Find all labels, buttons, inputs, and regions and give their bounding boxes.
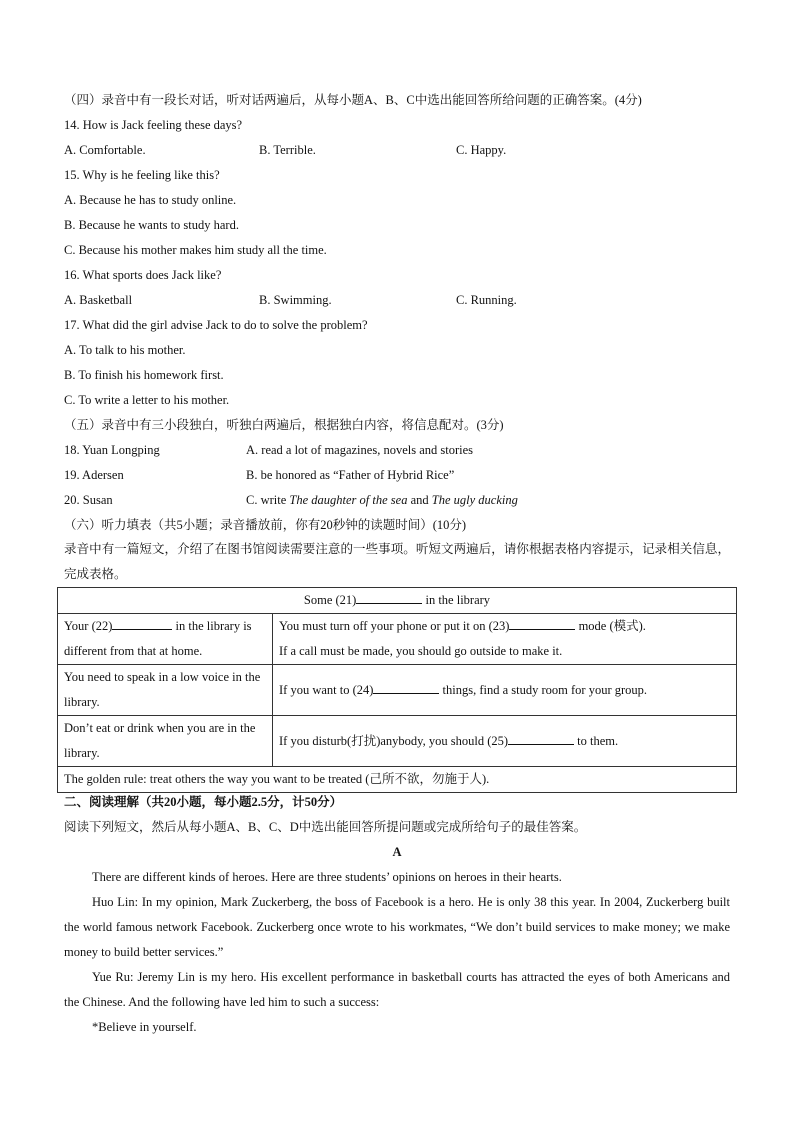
table-title-post: in the library xyxy=(422,593,491,607)
r1-right-post: mode (模式). xyxy=(575,619,646,633)
table-title-pre: Some (21) xyxy=(303,593,357,607)
q15-option-b: B. Because he wants to study hard. xyxy=(64,218,239,232)
match-right-c-prefix: C. write xyxy=(246,493,290,507)
table-cell-r1-left xyxy=(58,614,273,665)
table-cell-r2-left: You need to speak in a low voice in the library. xyxy=(58,665,273,716)
q14-option-b: B. Terrible. xyxy=(259,143,316,157)
part2-heading: 二、阅读理解（共20小题，每小题2.5分，计50分） xyxy=(64,795,343,809)
match-right-c-mid: and xyxy=(407,493,432,507)
q14-option-c: C. Happy. xyxy=(456,143,507,157)
match-right-a: A. read a lot of magazines, novels and stories xyxy=(246,443,474,457)
blank-24[interactable] xyxy=(373,681,439,694)
q17-option-b: B. To finish his homework first. xyxy=(64,368,224,382)
table-footer-cell: The golden rule: treat others the way you want to be treated (己所不欲，勿施于人). xyxy=(58,767,737,793)
r2-right-pre: If you want to (24) xyxy=(279,682,374,697)
r1-left-pre: Your (22) xyxy=(64,619,113,633)
blank-22[interactable] xyxy=(112,617,172,630)
q16-option-b: B. Swimming. xyxy=(259,293,332,307)
blank-23[interactable] xyxy=(509,617,575,630)
match-left-20: 20. Susan xyxy=(64,493,113,507)
table-cell-r3-right xyxy=(273,716,737,767)
section6-heading: （六）听力填表（共5小题；录音播放前，你有20秒钟的读题时间）(10分) xyxy=(64,518,467,532)
table-cell-r1-right xyxy=(273,614,737,665)
passage-label: A xyxy=(392,845,402,859)
table-title-cell xyxy=(58,588,737,614)
blank-25[interactable] xyxy=(508,732,574,745)
passage-paragraph-3: Yue Ru: Jeremy Lin is my hero. His excellent performance in basketball courts has attracted the eyes of both Americans and the Chinese. And the following have led him to such a success: xyxy=(64,970,730,1009)
r2-right-post: things, find a study room for your group. xyxy=(439,682,648,697)
r3-right-pre: If you disturb(打扰)anybody, you should (25) xyxy=(279,733,509,748)
match-right-c xyxy=(246,492,518,508)
match-left-19: 19. Adersen xyxy=(64,468,124,482)
section4-heading: （四）录音中有一段长对话，听对话两遍后，从每小题A、B、C中选出能回答所给问题的正确答案。(4分) xyxy=(64,93,642,107)
r1-right-pre: You must turn off your phone or put it on (23) xyxy=(279,619,510,633)
q14-option-a: A. Comfortable. xyxy=(64,143,146,157)
table-row xyxy=(58,614,737,665)
q16-option-c: C. Running. xyxy=(456,293,517,307)
question-17: 17. What did the girl advise Jack to do to solve the problem? xyxy=(64,318,368,332)
match-right-b: B. be honored as “Father of Hybrid Rice” xyxy=(246,468,455,482)
book-title-2: The ugly ducking xyxy=(431,493,518,507)
table-row xyxy=(58,588,737,614)
q16-option-a: A. Basketball xyxy=(64,293,133,307)
question-16: 16. What sports does Jack like? xyxy=(64,268,222,282)
table-row xyxy=(58,767,737,793)
section6-intro: 录音中有一篇短文，介绍了在图书馆阅读需要注意的一些事项。听短文两遍后，请你根据表格内容提示，记录相关信息，完成表格。 xyxy=(64,542,730,581)
passage-paragraph-4: *Believe in yourself. xyxy=(92,1020,197,1034)
q15-option-c: C. Because his mother makes him study all the time. xyxy=(64,243,327,257)
section5-heading: （五）录音中有三小段独白，听独白两遍后，根据独白内容，将信息配对。(3分) xyxy=(64,418,504,432)
table-cell-r3-left: Don’t eat or drink when you are in the library. xyxy=(58,716,273,767)
part2-instruction: 阅读下列短文，然后从每小题A、B、C、D中选出能回答所提问题或完成所给句子的最佳答案。 xyxy=(64,820,587,834)
passage-paragraph-1: There are different kinds of heroes. Here are three students’ opinions on heroes in their hearts. xyxy=(92,870,562,884)
q17-option-c: C. To write a letter to his mother. xyxy=(64,393,230,407)
question-15: 15. Why is he feeling like this? xyxy=(64,168,220,182)
q17-option-a: A. To talk to his mother. xyxy=(64,343,186,357)
r1-right-line2: If a call must be made, you should go outside to make it. xyxy=(279,644,563,658)
match-left-18: 18. Yuan Longping xyxy=(64,443,160,457)
blank-21[interactable] xyxy=(356,591,422,604)
r3-right-post: to them. xyxy=(574,733,619,748)
table-row xyxy=(58,665,737,716)
r1-left-post: in the library is different from that at home. xyxy=(64,619,252,658)
table-row xyxy=(58,716,737,767)
question-14: 14. How is Jack feeling these days? xyxy=(64,118,243,132)
fill-in-table xyxy=(57,587,737,793)
q15-option-a: A. Because he has to study online. xyxy=(64,193,237,207)
passage-paragraph-2: Huo Lin: In my opinion, Mark Zuckerberg, the boss of Facebook is a hero. He is only 38 this year. In 2004, Zuckerberg built the world famous network Facebook. Zuckerberg once wrote to his workmates, “We don’t build services to make money; we make money to build better services.” xyxy=(64,895,730,959)
book-title-1: The daughter of the sea xyxy=(289,493,408,507)
table-cell-r2-right xyxy=(273,665,737,716)
